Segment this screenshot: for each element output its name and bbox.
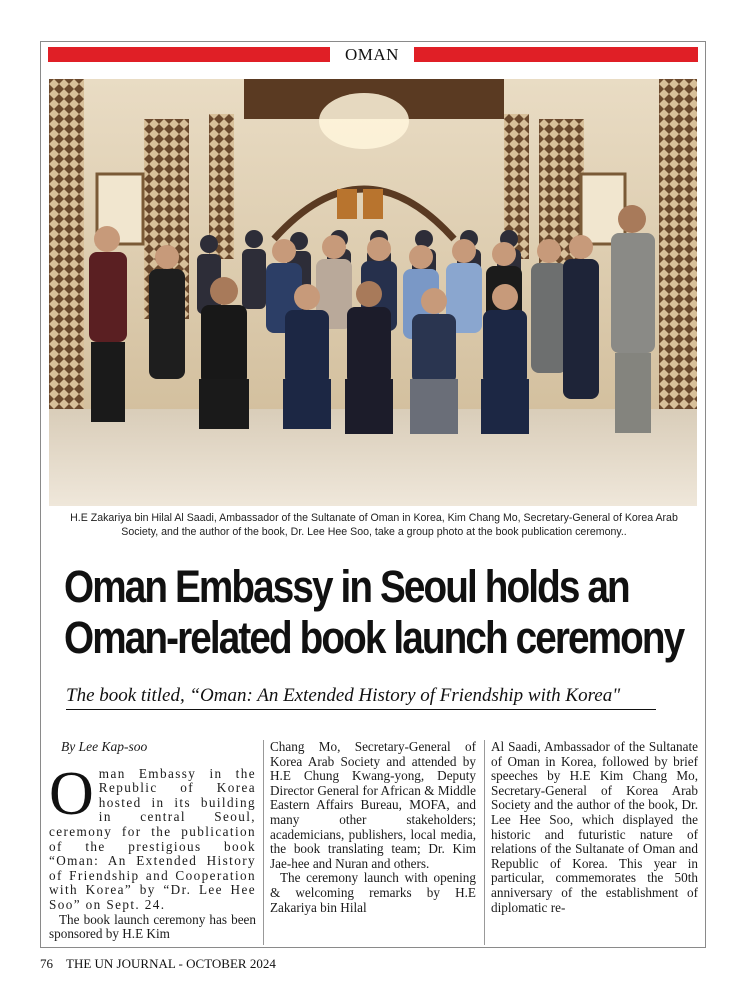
lead-paragraph <box>49 759 256 913</box>
paragraph: The ceremony launch with opening & welcoming remarks by H.E Zakariya bin Hilal <box>270 870 476 915</box>
section-header <box>48 44 698 66</box>
drop-cap: O <box>49 759 94 828</box>
lead-text: man Embassy in the Republic of Korea hosted in its building in central Seoul, ceremony for the publication of the prestigious book “Oman: An Extended History of Friendship and Cooperation with Korea” by “Dr. Lee Hee Soo” on Sept. 24. <box>49 765 256 912</box>
headline-line-2: Oman-related book launch ceremony <box>64 612 684 663</box>
page-footer <box>40 956 286 972</box>
section-label: OMAN <box>345 45 399 64</box>
paragraph: Chang Mo, Secretary-General of Korea Arab Society and attended by H.E Chung Kwang-yong, Deputy Director General for African & Middle Eastern Affairs Bureau, MOFA, and many other stakeholders; academicians, publishers, local media, the book translating team; Dr. Kim Jae-hee and Nuran and others. <box>270 740 476 871</box>
byline: By Lee Kap-soo <box>61 740 148 754</box>
paragraph: The book launch ceremony has been sponsored by H.E Kim <box>49 911 256 942</box>
page-number: 76 <box>40 956 53 971</box>
subheadline: The book titled, “Oman: An Extended History of Friendship with Korea" <box>66 684 656 710</box>
article-column-3 <box>491 740 698 945</box>
group-photo <box>49 79 697 506</box>
section-rule-right <box>414 47 698 62</box>
column-divider <box>484 740 485 945</box>
headline-line-1: Oman Embassy in Seoul holds an <box>64 561 629 612</box>
publication-name: THE UN JOURNAL - OCTOBER 2024 <box>66 956 276 971</box>
article-column-1 <box>49 740 256 945</box>
column-divider <box>263 740 264 945</box>
paragraph: Al Saadi, Ambassador of the Sultanate of Oman in Korea, followed by brief speeches by H.E Kim Chang Mo, Secretary-General of Korea Arab Society and the author of the book, Dr. Lee Hee Soo, which displayed the historic and futuristic nature of relations of the Sultanate of Oman and Republic of Korea. This year in particular, commemorates the 50th anniversary of the establishment of diplomatic re- <box>491 740 698 915</box>
section-rule-left <box>48 47 330 62</box>
article-column-2 <box>270 740 476 945</box>
headline <box>64 561 684 663</box>
article-body <box>49 740 699 945</box>
photo-caption: H.E Zakariya bin Hilal Al Saadi, Ambassador of the Sultanate of Oman in Korea, Kim Chang Mo, Secretary-General of Korea Arab Society, and the author of the book, Dr. Lee Hee Soo, take a group photo at the book publication ceremony.. <box>70 512 678 538</box>
